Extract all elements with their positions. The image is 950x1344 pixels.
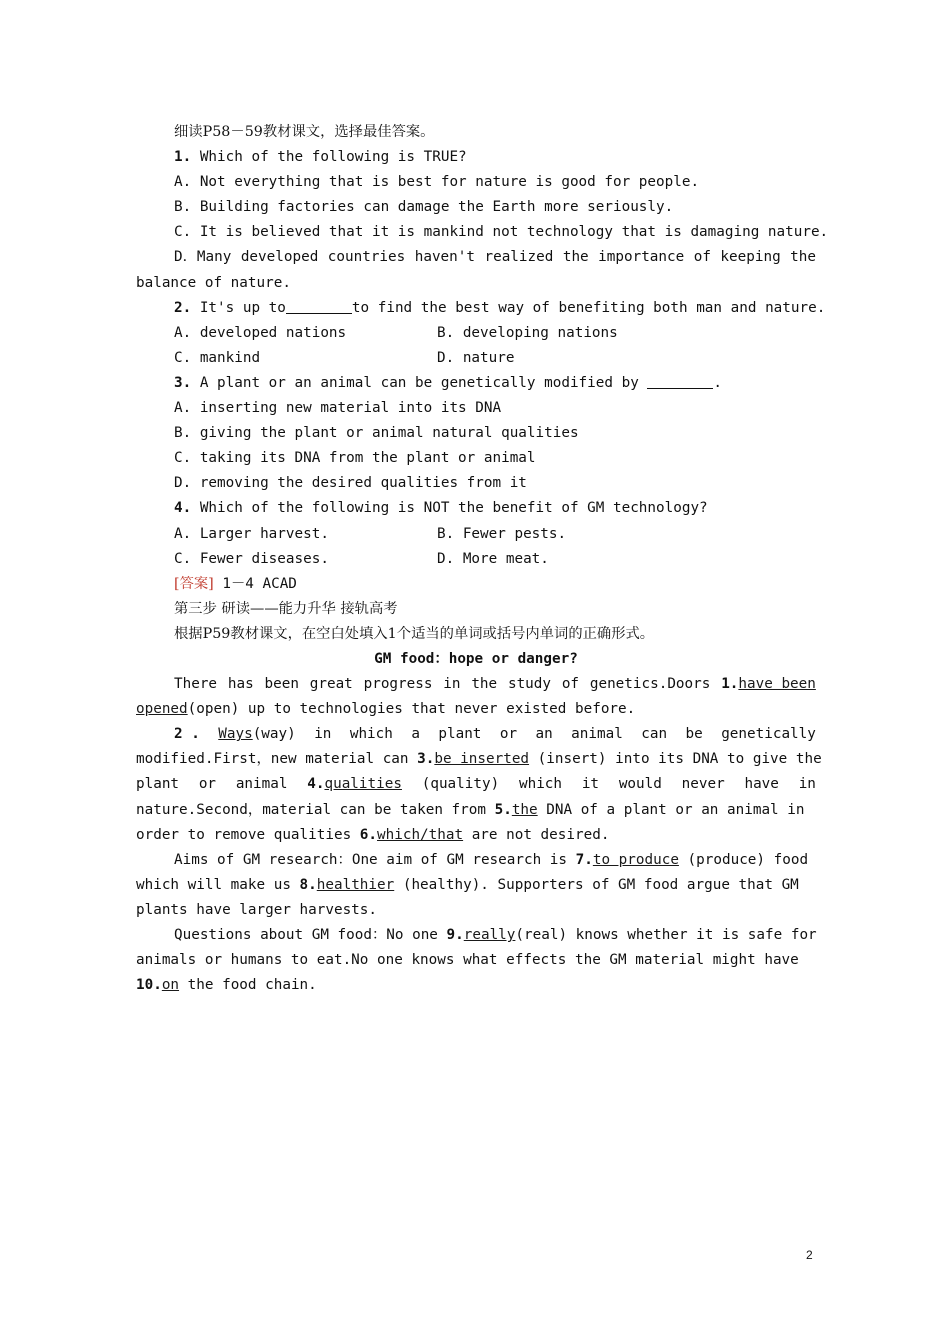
paragraph-1-line1: There has been great progress in the study of genetics.Doors 1.have been [136, 672, 816, 697]
question-1-option-d-line1: D．Many developed countries haven't realized the importance of keeping the [174, 249, 816, 266]
answer-key: [答案] 1－4 ACAD [174, 575, 297, 592]
fill-in-instruction: 根据P59教材课文，在空白处填入1个适当的单词或括号内单词的正确形式。 [174, 625, 655, 642]
answer-blank [286, 298, 352, 314]
answer-8: healthier [316, 876, 395, 893]
paragraph-3-line1: Aims of GM research：One aim of GM research is 7.to produce (produce) food [174, 851, 809, 868]
question-3-option-c: C. taking its DNA from the plant or animal [174, 450, 536, 467]
question-1-option-d-line2: balance of nature. [136, 274, 291, 291]
answer-7: to produce [592, 851, 679, 868]
blank-4: 4.qualities [307, 776, 402, 793]
question-1-option-c: C. It is believed that it is mankind not technology that is damaging nature. [174, 224, 829, 241]
paragraph-4-line2: animals or humans to eat.No one knows what effects the GM material might have [136, 952, 799, 969]
question-4-options-row2: C. Fewer diseases. D. More meat. [174, 550, 549, 567]
page-number: 2 [806, 1248, 813, 1262]
answer-1: have been [738, 676, 816, 693]
answer-9: really [463, 927, 516, 943]
step-3-heading: 第三步 研读——能力升华 接轨高考 [174, 600, 398, 617]
answer-blank [647, 373, 713, 389]
paragraph-2-line1: 2 . Ways(way) in which a plant or an animal can be genetically [136, 722, 816, 747]
instruction-text: 细读P58－59教材课文，选择最佳答案。 [174, 124, 435, 140]
paragraph-2-line5: order to remove qualities 6.which/that are not desired. [136, 826, 610, 843]
answer-2: Ways [218, 726, 253, 743]
answer-6: which/that [377, 826, 464, 843]
paragraph-3-line2: which will make us 8.healthier (healthy). Supporters of GM food argue that GM [136, 876, 799, 893]
question-3-option-b: B. giving the plant or animal natural qualities [174, 425, 579, 442]
question-2-options-row2: C. mankind D. nature [174, 349, 515, 366]
question-2-options-row1: A. developed nations B. developing nations [174, 324, 618, 341]
question-3-stem: 3. A plant or an animal can be genetically modified by . [174, 374, 723, 391]
answer-5: the [511, 801, 538, 818]
paragraph-4-line3: 10.on the food chain. [136, 977, 317, 994]
question-3-option-a: A. inserting new material into its DNA [174, 400, 502, 417]
document-body [136, 120, 829, 998]
question-1-option-a: A. Not everything that is best for nature is good for people. [174, 174, 700, 191]
blank-1: 1.have been [721, 676, 816, 693]
paragraph-2-line2: modified.First，new material can 3.be inserted (insert) into its DNA to give the [136, 751, 822, 768]
passage-title: GM food：hope or danger? [374, 650, 578, 667]
question-1-stem: 1. Which of the following is TRUE? [174, 149, 467, 166]
answer-1-cont: opened [136, 701, 188, 718]
answer-10: on [161, 977, 180, 994]
blank-2: Ways(way) [218, 726, 296, 743]
paragraph-2-line3: plant or animal 4.qualities (quality) which it would never have in [136, 772, 816, 797]
paragraph-1-line2: opened(open) up to technologies that never existed before. [136, 701, 636, 718]
paragraph-3-line3: plants have larger harvests. [136, 901, 378, 918]
paragraph-4-line1: Questions about GM food：No one 9.really(real) knows whether it is safe for [174, 927, 817, 943]
paragraph-2-line4: nature.Second，material can be taken from 5.the DNA of a plant or an animal in [136, 801, 805, 818]
question-3-option-d: D. removing the desired qualities from it [174, 475, 527, 492]
answer-4: qualities [324, 776, 402, 793]
question-1-option-b: B. Building factories can damage the Earth more seriously. [174, 199, 674, 216]
reading-instruction [136, 120, 816, 145]
question-4-stem: 4. Which of the following is NOT the benefit of GM technology? [174, 500, 708, 517]
answer-3: be inserted [434, 751, 530, 768]
question-2-stem: 2. It's up to to find the best way of benefiting both man and nature. [174, 299, 826, 316]
answer-tag: [答案] [174, 575, 214, 592]
question-4-options-row1: A. Larger harvest. B. Fewer pests. [174, 525, 567, 542]
